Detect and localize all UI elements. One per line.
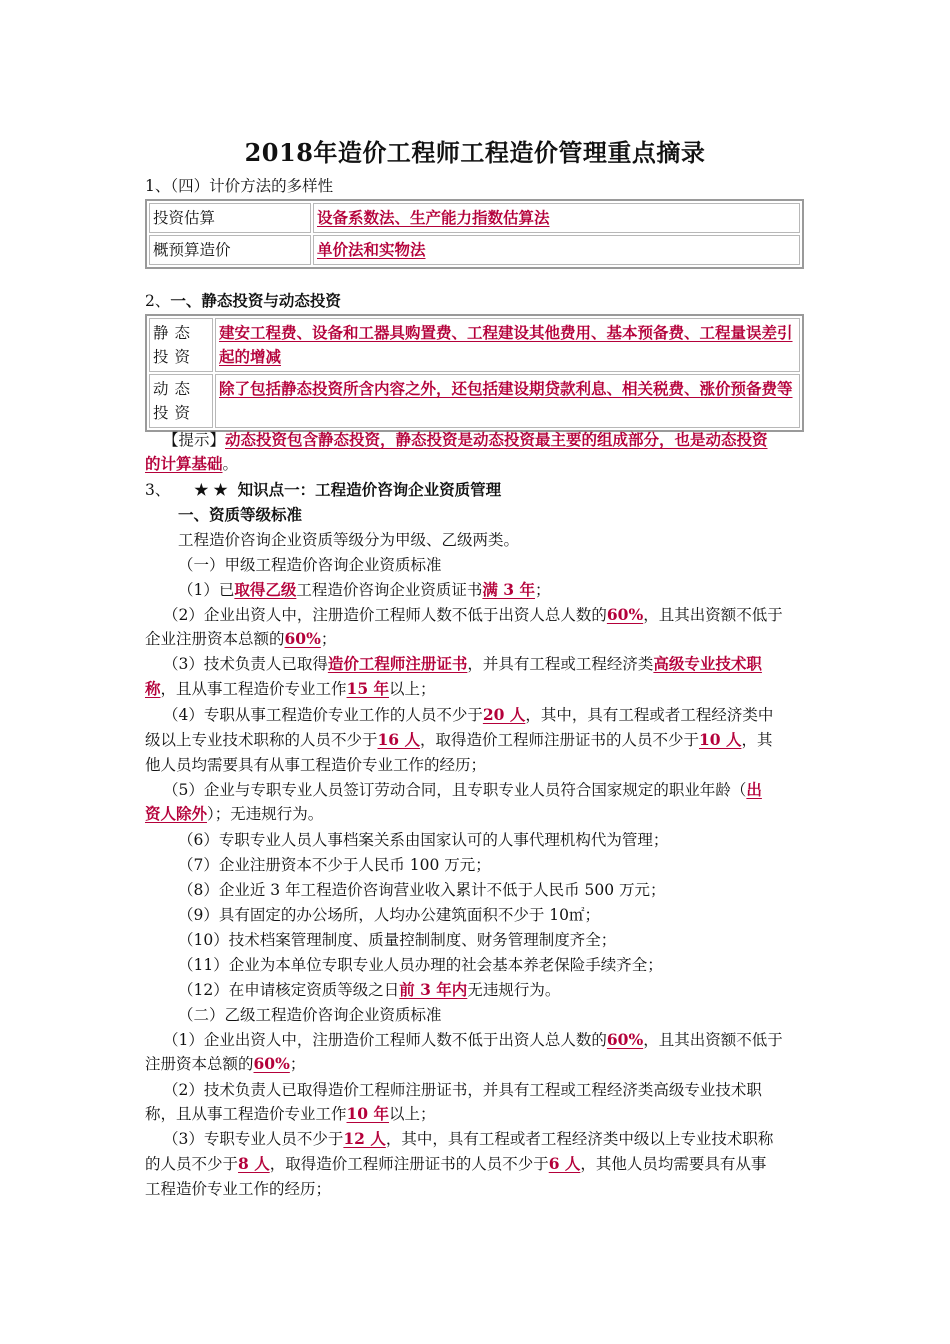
list-item: （9）具有固定的办公场所，人均办公建筑面积不少于 10㎡； — [178, 906, 601, 924]
list-item: （4）专职从事工程造价专业工作的人员不少于20 人，其中，具有工程或者工程经济类中 — [163, 705, 774, 724]
list-item: （6）专职专业人员人事档案关系由国家认可的人事代理机构代为管理； — [178, 831, 669, 849]
document-title: 2018年造价工程师工程造价管理重点摘录 — [244, 138, 706, 167]
section-2-heading: 2、一、静态投资与动态投资 — [145, 291, 341, 310]
tip-line-1: 【提示】动态投资包含静态投资，静态投资是动态投资最主要的组成部分，也是动态投资 — [163, 430, 768, 449]
subheading-qualification: 一、资质等级标准 — [178, 505, 303, 524]
list-item: （3）技术负责人已取得造价工程师注册证书，并具有工程或工程经济类高级专业技术职 — [163, 654, 762, 673]
section-3-heading: 3、 ★ ★ 知识点一：工程造价咨询企业资质管理 — [145, 480, 502, 499]
table-cell-label: 投资估算 — [149, 203, 311, 233]
list-item: （5）企业与专职专业人员签订劳动合同，且专职专业人员符合国家规定的职业年龄（出 — [163, 780, 762, 799]
table-row — [149, 318, 800, 372]
table-row — [149, 235, 800, 265]
paragraph: （一）甲级工程造价咨询企业资质标准 — [178, 556, 442, 574]
list-item-cont: 资人除外）；无违规行为。 — [145, 804, 324, 823]
list-item: （12）在申请核定资质等级之日前 3 年内无违规行为。 — [178, 980, 561, 999]
pricing-methods-table — [145, 199, 804, 269]
list-item-cont: 他人员均需要具有从事工程造价专业工作的经历； — [145, 756, 487, 774]
list-item-cont: 级以上专业技术职称的人员不少于16 人，取得造价工程师注册证书的人员不少于10 人，其 — [145, 730, 773, 749]
section-1-heading: 1、（四）计价方法的多样性 — [145, 177, 334, 195]
paragraph: 工程造价咨询企业资质等级分为甲级、乙级两类。 — [178, 531, 520, 549]
list-item: （7）企业注册资本不少于人民币 100 万元； — [178, 856, 491, 874]
list-item-cont: 称，且从事工程造价专业工作10 年以上； — [145, 1104, 436, 1123]
table-cell-label: 概预算造价 — [149, 235, 311, 265]
list-item: （10）技术档案管理制度、质量控制制度、财务管理制度齐全； — [178, 931, 617, 949]
table-cell-value: 单价法和实物法 — [313, 235, 800, 265]
investment-table — [145, 314, 804, 432]
list-item: （2）企业出资人中，注册造价工程师人数不低于出资人总人数的60%，且其出资额不低于 — [163, 605, 783, 624]
tip-line-2: 的计算基础。 — [145, 454, 239, 473]
list-item-cont: 的人员不少于8 人，取得造价工程师注册证书的人员不少于6 人，其他人员均需要具有从事 — [145, 1154, 767, 1173]
list-item: （3）专职专业人员不少于12 人，其中，具有工程或者工程经济类中级以上专业技术职称 — [163, 1129, 774, 1148]
list-item-cont: 称，且从事工程造价专业工作15 年以上； — [145, 679, 436, 698]
table-row — [149, 374, 800, 428]
table-cell-value: 建安工程费、设备和工器具购置费、工程建设其他费用、基本预备费、工程量误差引起的增减 — [215, 318, 800, 372]
list-item: （8）企业近 3 年工程造价咨询营业收入累计不低于人民币 500 万元； — [178, 881, 666, 899]
table-cell-value: 设备系数法、生产能力指数估算法 — [313, 203, 800, 233]
list-item-cont: 工程造价专业工作的经历； — [145, 1180, 332, 1198]
table-cell-label: 动态投资 — [149, 374, 213, 428]
list-item: （1）已取得乙级工程造价咨询企业资质证书满 3 年； — [178, 580, 551, 599]
table-cell-label: 静态投资 — [149, 318, 213, 372]
table-row — [149, 203, 800, 233]
list-item: （1）企业出资人中，注册造价工程师人数不低于出资人总人数的60%，且其出资额不低于 — [163, 1030, 783, 1049]
list-item: （11）企业为本单位专职专业人员办理的社会基本养老保险手续齐全； — [178, 956, 663, 974]
list-item-cont: 注册资本总额的60%； — [145, 1054, 306, 1073]
table-cell-value: 除了包括静态投资所含内容之外，还包括建设期贷款利息、相关税费、涨价预备费等 — [215, 374, 800, 428]
list-item: （2）技术负责人已取得造价工程师注册证书，并具有工程或工程经济类高级专业技术职 — [163, 1081, 762, 1099]
paragraph: （二）乙级工程造价咨询企业资质标准 — [178, 1006, 442, 1024]
list-item-cont: 企业注册资本总额的60%； — [145, 629, 337, 648]
